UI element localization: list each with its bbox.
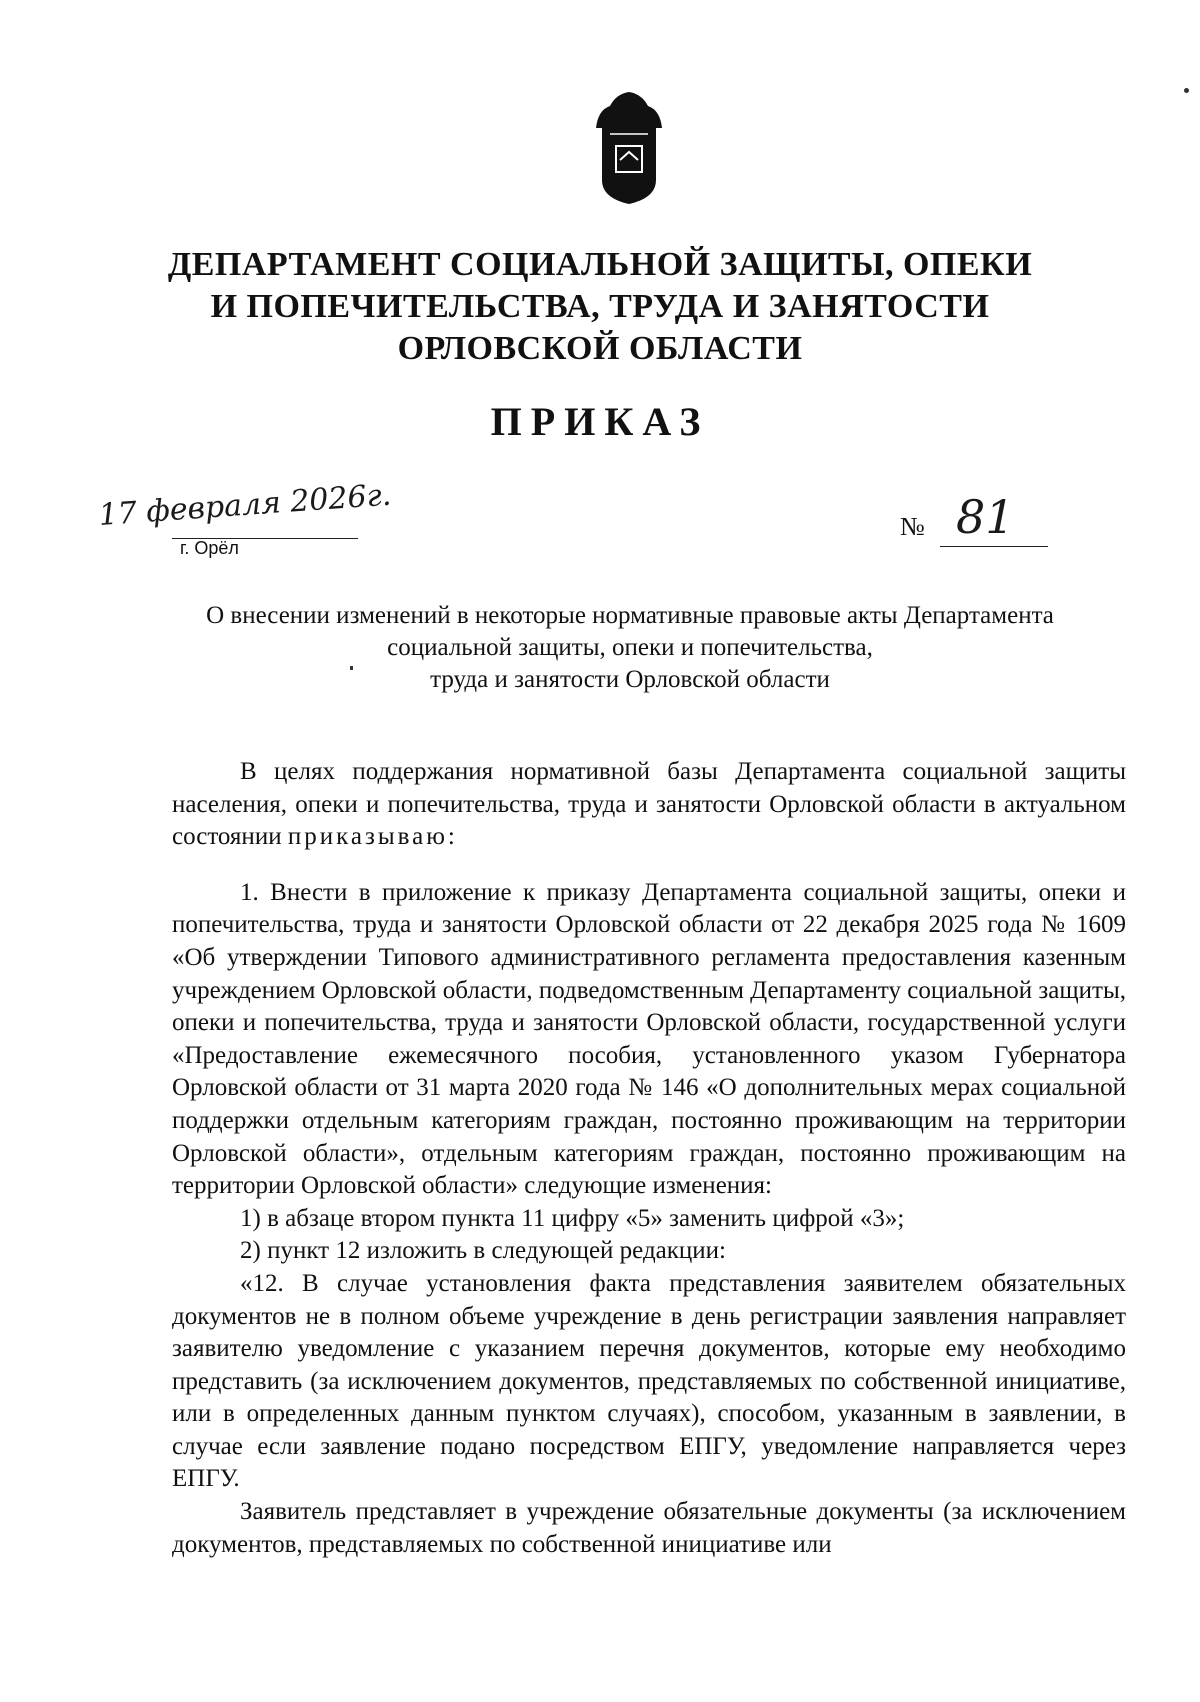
subject-line: социальной защиты, опеки и попечительства, <box>387 634 873 661</box>
organization-name <box>150 244 1050 370</box>
preamble-paragraph <box>172 756 1126 854</box>
order-word: приказываю: <box>287 823 458 851</box>
body-paragraph: 2) пункт 12 изложить в следующей редакции: <box>240 1237 726 1265</box>
document-type-title: ПРИКАЗ <box>490 399 710 444</box>
organization-line: И ПОПЕЧИТЕЛЬСТВА, ТРУДА И ЗАНЯТОСТИ <box>210 288 990 325</box>
preamble-text: В целях поддержания нормативной базы Департамента социальной защиты населения, опеки и попечительства, труда и занятости Орловской области в актуальном состоянии <box>172 758 1126 851</box>
handwritten-date: 17 февраля 2026г. <box>97 477 393 533</box>
handwritten-number: 81 <box>956 490 1015 544</box>
date-block <box>97 477 393 558</box>
organization-line: ОРЛОВСКОЙ ОБЛАСТИ <box>397 330 803 367</box>
coat-of-arms-icon <box>588 88 670 206</box>
city-label: г. Орёл <box>180 538 239 558</box>
body-paragraph: Заявитель представляет в учреждение обязательные документы (за исключением документов, представляемых по собственной инициативе или <box>172 1498 1126 1558</box>
number-sign: № <box>900 512 925 541</box>
number-block <box>900 490 1050 552</box>
organization-line: ДЕПАРТАМЕНТ СОЦИАЛЬНОЙ ЗАЩИТЫ, ОПЕКИ <box>167 246 1033 283</box>
body-paragraph: «12. В случае установления факта представления заявителем обязательных документов не в полном объеме учреждение в день регистрации заявления направляет заявителю уведомление с указанием перечня документов, которые ему необходимо представить (за исключением документов, представляемых по собственной инициативе, или в определенных данным пунктом случаях), способом, указанным в заявлении, в случае если заявление подано посредством ЕПГУ, уведомление направляется через ЕПГУ. <box>172 1269 1126 1493</box>
scan-speck <box>1184 88 1189 93</box>
subject-line: труда и занятости Орловской области <box>430 666 830 693</box>
document-subject <box>160 600 1100 696</box>
subject-line: О внесении изменений в некоторые нормативные правовые акты Департамента <box>206 602 1054 629</box>
body-paragraph: 1) в абзаце втором пункта 11 цифру «5» заменить цифрой «3»; <box>240 1204 905 1232</box>
document-body <box>172 756 1126 1561</box>
body-paragraph: 1. Внести в приложение к приказу Департамента социальной защиты, опеки и попечительства, труда и занятости Орловской области от 22 декабря 2025 года № 1609 «Об утверждении Типового административного регламента предоставления казенным учреждением Орловской области, подведомственным Департаменту социальной защиты, опеки и попечительства, труда и занятости Орловской области, государственной услуги «Предоставление ежемесячного пособия, установленного указом Губернатора Орловской области от 31 марта 2020 года № 146 «О дополнительных мерах социальной поддержки отдельным категориям граждан, постоянно проживающим на территории Орловской области», отдельным категориям граждан, постоянно проживающим на территории Орловской области» следующие изменения: <box>172 878 1126 1200</box>
number-underline <box>940 546 1048 547</box>
scan-speck <box>350 666 353 670</box>
